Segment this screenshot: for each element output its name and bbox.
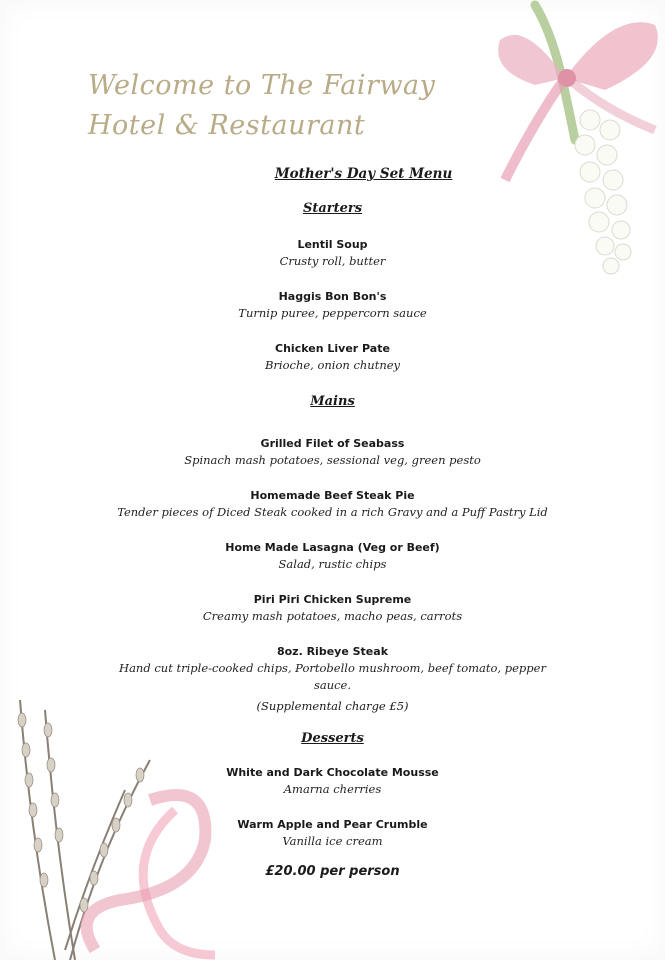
item-name: Chicken Liver Pate [275, 342, 390, 355]
item-description: Amarna cherries [283, 782, 382, 796]
welcome-line-1: Welcome to The Fairway [88, 70, 436, 101]
item-description: Creamy mash potatoes, macho peas, carrots [202, 609, 463, 623]
section-heading-mains: Mains [310, 394, 355, 409]
menu-item [0, 487, 665, 521]
menu-item [0, 539, 665, 573]
supplement-note: (Supplemental charge £5) [256, 699, 409, 713]
menu-item [0, 643, 665, 715]
item-name: Lentil Soup [297, 238, 368, 251]
menu-item [0, 288, 665, 322]
menu-item [0, 816, 665, 850]
welcome-line-2: Hotel & Restaurant [88, 110, 366, 141]
item-description: Vanilla ice cream [282, 834, 383, 848]
item-name: White and Dark Chocolate Mousse [226, 766, 439, 779]
section-heading-desserts: Desserts [301, 731, 364, 746]
item-name: Haggis Bon Bon's [278, 290, 387, 303]
item-name: Warm Apple and Pear Crumble [237, 818, 428, 831]
menu-item [0, 764, 665, 798]
item-description-line-1: Hand cut triple-cooked chips, Portobello mushroom, beef tomato, pepper [119, 661, 546, 675]
item-description: Tender pieces of Diced Steak cooked in a rich Gravy and a Puff Pastry Lid [117, 505, 548, 519]
item-description: Spinach mash potatoes, sessional veg, green pesto [184, 453, 481, 467]
item-description-line-2: sauce. [313, 678, 352, 692]
item-name: Home Made Lasagna (Veg or Beef) [225, 541, 440, 554]
menu-content [0, 166, 665, 879]
item-name: Piri Piri Chicken Supreme [253, 593, 412, 606]
item-name: Homemade Beef Steak Pie [250, 489, 415, 502]
item-description: Brioche, onion chutney [264, 358, 401, 372]
welcome-heading [88, 66, 448, 146]
item-description: Turnip puree, peppercorn sauce [238, 306, 427, 320]
item-name: 8oz. Ribeye Steak [276, 645, 389, 658]
section-heading-starters: Starters [302, 201, 363, 216]
menu-title: Mother's Day Set Menu [274, 166, 453, 182]
menu-item [0, 340, 665, 374]
item-name: Grilled Filet of Seabass [260, 437, 405, 450]
menu-item [0, 591, 665, 625]
price-per-person: £20.00 per person [265, 864, 400, 879]
menu-item [0, 435, 665, 469]
item-description: Salad, rustic chips [278, 557, 387, 571]
menu-item [0, 236, 665, 270]
item-description: Crusty roll, butter [279, 254, 386, 268]
